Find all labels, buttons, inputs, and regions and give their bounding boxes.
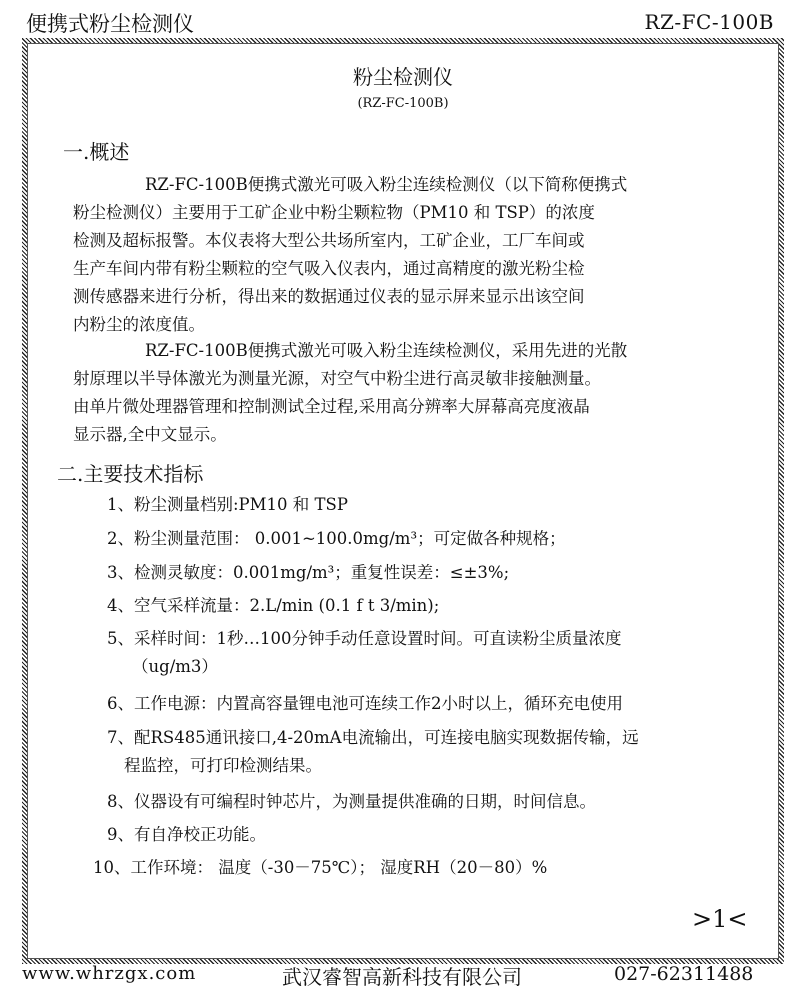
text-line: 9、有自净校正功能。: [107, 825, 266, 844]
spec-item: [107, 625, 622, 681]
document-frame: [22, 38, 784, 964]
footer-phone: 027-62311488: [614, 963, 754, 985]
text-line: 检测及超标报警。本仪表将大型公共场所室内，工矿企业，工厂车间或: [73, 231, 585, 250]
spec-item: [107, 592, 439, 620]
text-line: 测传感器来进行分析，得出来的数据通过仪表的显示屏来显示出该空间: [73, 287, 585, 306]
text-line: 5、采样时间：1秒…100分钟手动任意设置时间。可直读粉尘质量浓度: [107, 629, 622, 648]
overview-paragraph-1: [73, 171, 753, 339]
footer-website: www.whrzgx.com: [22, 963, 197, 984]
overview-paragraph-2: [73, 337, 753, 449]
spec-item: [107, 491, 348, 519]
text-line: 3、检测灵敏度：0.001mg/m³；重复性误差：≤±3%;: [107, 563, 510, 582]
section2-heading: 二.主要技术指标: [57, 462, 204, 486]
footer-company: 武汉睿智高新科技有限公司: [282, 965, 522, 989]
text-line: 内粉尘的浓度值。: [73, 315, 205, 334]
text-line: 10、工作环境： 温度（-30－75℃）； 湿度RH（20－80）%: [93, 858, 548, 877]
text-line: 显示器,全中文显示。: [73, 425, 227, 444]
header-model: RZ-FC-100B: [644, 10, 774, 34]
spec-item: [107, 690, 623, 718]
page-number: >1<: [692, 905, 748, 933]
text-line: 由单片微处理器管理和控制测试全过程,采用高分辨率大屏幕高亮度液晶: [73, 397, 590, 416]
text-line: 生产车间内带有粉尘颗粒的空气吸入仪表内，通过高精度的激光粉尘检: [73, 259, 585, 278]
text-line: RZ-FC-100B便携式激光可吸入粉尘连续检测仪，采用先进的光散: [145, 341, 628, 360]
spec-item: [93, 854, 547, 882]
text-line: 粉尘检测仪）主要用于工矿企业中粉尘颗粒物（PM10 和 TSP）的浓度: [73, 203, 595, 222]
text-line: 8、仪器设有可编程时钟芯片，为测量提供准确的日期，时间信息。: [107, 792, 596, 811]
text-line: RZ-FC-100B便携式激光可吸入粉尘连续检测仪（以下简称便携式: [145, 175, 628, 194]
text-line: 4、空气采样流量：2.L/min (0.1 f t 3/min);: [107, 596, 440, 615]
spec-item: [107, 724, 639, 780]
text-line: 6、工作电源：内置高容量锂电池可连续工作2小时以上，循环充电使用: [107, 694, 623, 713]
spec-item: [107, 559, 509, 587]
spec-item: [107, 788, 596, 816]
text-line: 2、粉尘测量范围： 0.001~100.0mg/m³；可定做各种规格；: [107, 529, 566, 548]
text-line: 程监控，可打印检测结果。: [124, 756, 322, 775]
document-subtitle: (RZ-FC-100B): [357, 96, 449, 111]
document-title: 粉尘检测仪: [353, 65, 453, 89]
spec-item: [107, 525, 566, 553]
header-product-name: 便携式粉尘检测仪: [26, 12, 194, 36]
spec-item: [107, 821, 266, 849]
text-line: 1、粉尘测量档别:PM10 和 TSP: [107, 495, 348, 514]
section1-heading: 一.概述: [63, 140, 130, 164]
text-line: （ug/m3）: [132, 657, 218, 676]
text-line: 射原理以半导体激光为测量光源，对空气中粉尘进行高灵敏非接触测量。: [73, 369, 601, 388]
text-line: 7、配RS485通讯接口,4-20mA电流输出，可连接电脑实现数据传输，远: [107, 728, 639, 747]
